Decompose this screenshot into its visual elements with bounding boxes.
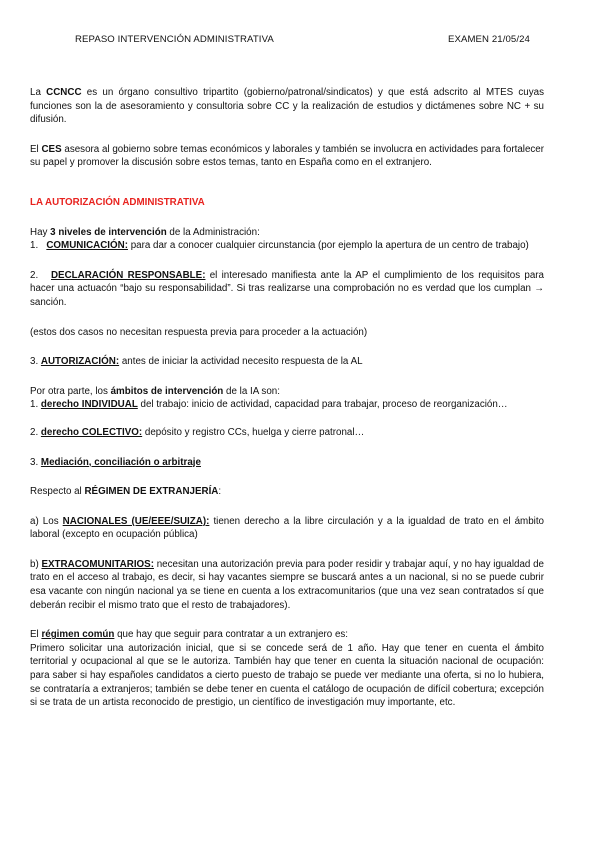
nivel-3-number: 3. <box>30 356 41 368</box>
term-ces: CES <box>41 143 62 155</box>
ambito-2-text: depósito y registro CCs, huelga y cierre patronal… <box>142 426 365 438</box>
ambitos-intro-c: de la IA son: <box>223 385 280 397</box>
ambitos-intro-a: Por otra parte, los <box>30 385 111 397</box>
ambito-1-title: derecho INDIVIDUAL <box>40 399 138 411</box>
regimen-intro <box>30 628 544 642</box>
extranjeria-intro <box>30 485 544 499</box>
nivel-3-title: AUTORIZACIÓN: <box>40 356 120 368</box>
ambito-2-title: derecho COLECTIVO: <box>40 426 143 438</box>
term-ccncc: CCNCC <box>46 87 82 98</box>
nivel-1-title: COMUNICACIÓN: <box>46 240 128 252</box>
extranjeria-intro-bold: RÉGIMEN DE EXTRANJERÍA <box>84 486 219 498</box>
ambitos-intro-bold: ámbitos de intervención <box>110 385 224 397</box>
nivel-1-number: 1. <box>30 240 47 252</box>
niveles-intro-a: Hay <box>30 226 51 238</box>
p1-text-a: La <box>30 87 47 98</box>
paragraph-ces <box>30 143 544 170</box>
extranjeria-intro-a: Respecto al <box>30 486 85 498</box>
extracomunitarios-title: EXTRACOMUNITARIOS: <box>41 558 154 570</box>
ambito-individual <box>30 398 544 412</box>
niveles-note: (estos dos casos no necesitan respuesta previa para proceder a la actuación) <box>30 326 368 338</box>
ambito-3-number: 3. <box>30 456 41 468</box>
nivel-3-text: antes de iniciar la actividad necesito respuesta de la AL <box>119 356 363 368</box>
nivel-comunicacion <box>30 239 544 253</box>
regimen-intro-a: El <box>30 629 42 641</box>
extracomunitarios-text: necesitan una autorización previa para poder residir y trabajar aquí, y no hay igualdad de trato en el acceso al trabajo, es decir, si hay vacantes siempre se buscará antes a un nacional, si no se puede cubrir esa vacante con ningún nacional ya se tiene en cuenta a los extracomunitarios (que una vez sean contratados sí que deberán recibir el mismo trato que el resto de trabajadores). <box>30 558 544 611</box>
header-exam-date: EXAMEN 21/05/24 <box>447 34 530 45</box>
nivel-2-title: DECLARACIÓN RESPONSABLE: <box>50 269 206 281</box>
niveles-intro-c: de la Administración: <box>166 226 260 238</box>
ambito-3-title: Mediación, conciliación o arbitraje <box>40 456 201 468</box>
nivel-2-number: 2. <box>30 269 51 281</box>
extracomunitarios-prefix: b) <box>30 558 42 570</box>
extranjeria-intro-c: : <box>218 486 222 498</box>
regimen-intro-bold: régimen común <box>41 629 115 641</box>
nivel-autorizacion <box>30 355 544 369</box>
p1-text-c: es un órgano consultivo tripartito (gobierno/patronal/sindicatos) y que está adscrito al MTES cuyas funciones son la de asesoramiento y consultoria sobre CC y la realización de estudios y dictámenes sobre NC + su difusión. <box>30 87 545 126</box>
page-header <box>75 34 530 45</box>
ambito-1-text: del trabajo: inicio de actividad, capacidad para trabajar, proceso de reorganización… <box>137 399 508 411</box>
p2-text-c: asesora al gobierno sobre temas económicos y laborales y también se involucra en actividades para fortalecer su papel y promover la discusión sobre estos temas, tanto en España como en el extranjero. <box>30 143 545 169</box>
regimen-intro-c: que hay que seguir para contratar a un extranjero es: <box>114 629 349 641</box>
nivel-1-text: para dar a conocer cualquier circunstancia (por ejemplo la apertura de un centro de trabajo) <box>127 240 529 252</box>
ambito-1-number: 1. <box>30 399 41 411</box>
nacionales-text: tienen derecho a la libre circulación y a la igualdad de trato en el ámbito laboral (excepto en ocupación pública) <box>30 515 544 541</box>
extranjeria-extracomunitarios <box>30 558 544 612</box>
p2-text-a: El <box>30 143 42 155</box>
ambito-2-number: 2. <box>30 426 41 438</box>
document-body <box>30 86 544 710</box>
nacionales-prefix: a) Los <box>30 515 63 527</box>
paragraph-ccncc <box>30 86 544 127</box>
nivel-declaracion <box>30 269 544 310</box>
niveles-intro-bold: 3 niveles de intervención <box>50 226 167 238</box>
nivel-2-text: el interesado manifiesta ante la AP el cumplimiento de los requisitos para hacer una actuacón “bajo su responsabilidad”. Si tras realizarse una comprobación no es verdad que los cumplan → sanción. <box>30 269 545 308</box>
section-heading: LA AUTORIZACIÓN ADMINISTRATIVA <box>30 196 205 208</box>
ambitos-intro <box>30 385 544 399</box>
ambito-mediacion <box>30 456 544 470</box>
header-title: REPASO INTERVENCIÓN ADMINISTRATIVA <box>75 34 274 45</box>
extranjeria-nacionales <box>30 515 544 542</box>
nacionales-title: NACIONALES (UE/EEE/SUIZA): <box>62 515 210 527</box>
regimen-text: Primero solicitar una autorización inicial, que si se concede será de 1 año. Hay que tener en cuenta el ámbito territorial y ocupacional al que se le autoriza. También hay que tener en cuenta la situación nacional de ocupación: para saber si hay españoles candidatos a cierto puesto de trabajo se puede ver mediante una oferta, si no lo hubiera, se contrataría a extranjeros; también se debe tener en cuenta el catálogo de ocupación de difícil cobertura; excepción si se trata de un artista reconocido de prestigio, un científico de investigación muy importante, etc. <box>30 642 544 709</box>
ambito-colectivo <box>30 426 544 440</box>
niveles-intro <box>30 226 544 240</box>
